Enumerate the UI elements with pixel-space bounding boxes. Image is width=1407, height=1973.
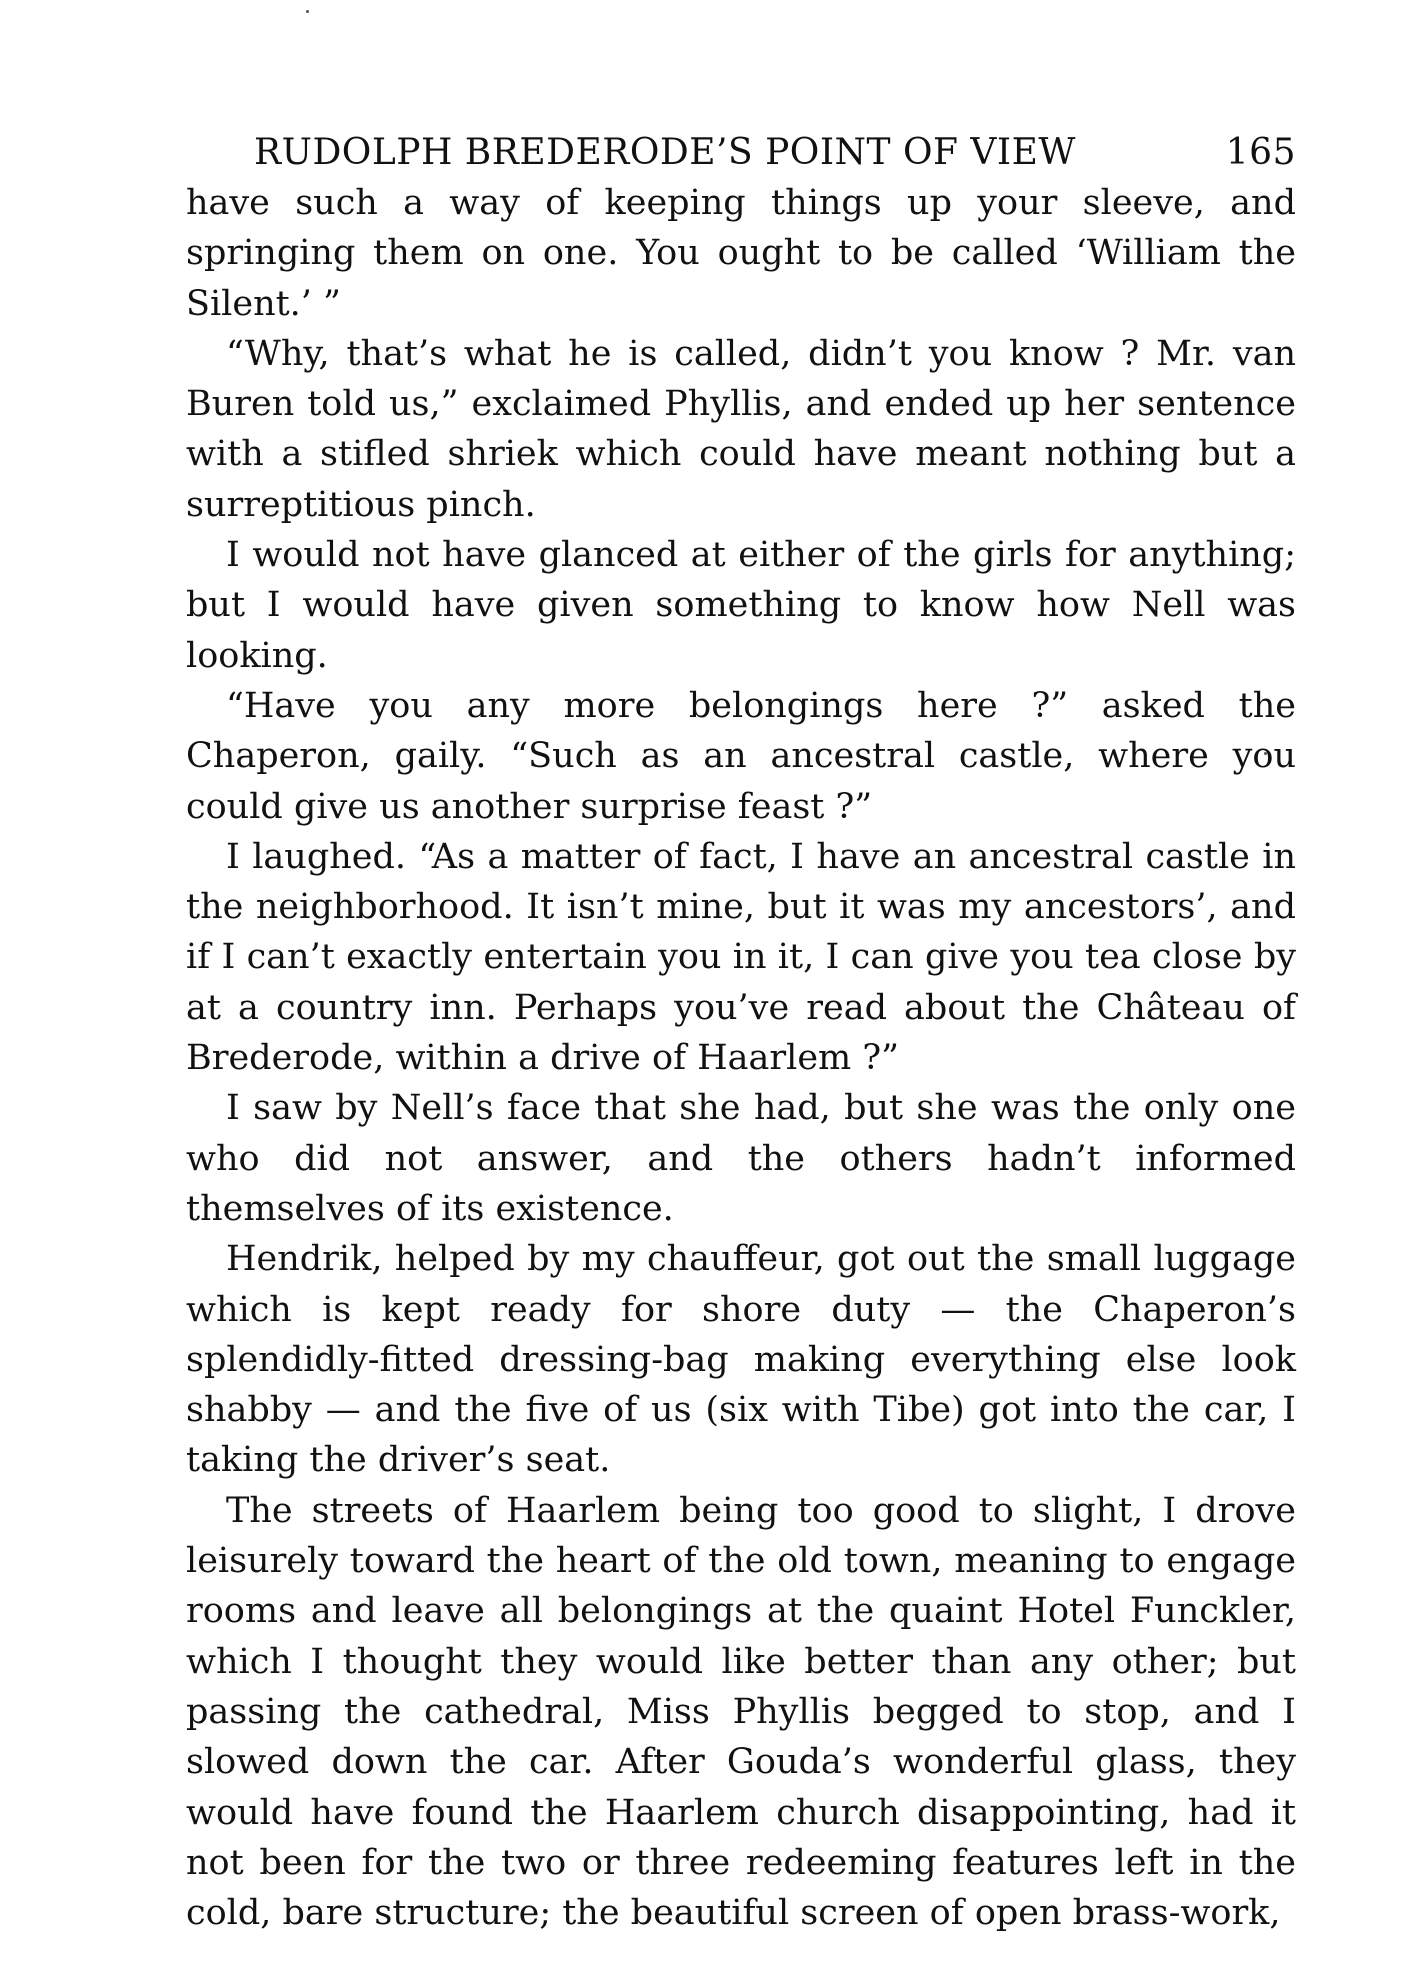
book-page [186,128,1296,1938]
page-number: 165 [1225,132,1296,173]
print-speck [306,10,309,13]
paragraph: “Why, that’s what he is called, didn’t you know ? Mr. van Buren told us,” exclaimed Phyllis, and ended up her sentence with a stifled shriek which could have meant nothing but a surreptitious pinch. [186,333,1296,525]
body-text [186,178,1296,1938]
paragraph: have such a way of keeping things up your sleeve, and springing them on one. You ought to be called ‘William the Silent.’ ” [186,183,1296,324]
paragraph: I saw by Nell’s face that she had, but she was the only one who did not answer, and the others hadn’t informed themselves of its existence. [186,1088,1296,1229]
paragraph: I laughed. “As a matter of fact, I have an ancestral castle in the neighborhood. It isn’t mine, but it was my ancestors’, and if I can’t exactly entertain you in it, I can give you tea close by at a country inn. Perhaps you’ve read about the Château of Brederode, within a drive of Haarlem ?” [186,836,1296,1079]
paragraph: I would not have glanced at either of the girls for anything; but I would have given something to know how Nell was looking. [186,535,1296,676]
running-head [186,128,1296,178]
running-title: RUDOLPH BREDERODE’S POINT OF VIEW [254,132,1076,173]
paragraph: “Have you any more belongings here ?” asked the Chaperon, gaily. “Such as an ancestral castle, where you could give us another surprise feast ?” [186,685,1296,827]
paragraph: The streets of Haarlem being too good to slight, I drove leisurely toward the heart of the old town, meaning to engage rooms and leave all belongings at the quaint Hotel Funckler, which I thought they would like better than any other; but passing the cathedral, Miss Phyllis begged to stop, and I slowed down the car. After Gouda’s wonderful glass, they would have found the Haarlem church disappointing, had it not been for the two or three redeeming features left in the cold, bare structure; the beautiful screen of open brass-work, [186,1490,1296,1934]
paragraph: Hendrik, helped by my chauffeur, got out the small luggage which is kept ready for shore duty — the Chaperon’s splendidly-fitted dressing-bag making everything else look shabby — and the five of us (six with Tibe) got into the car, I taking the driver’s seat. [186,1239,1296,1481]
